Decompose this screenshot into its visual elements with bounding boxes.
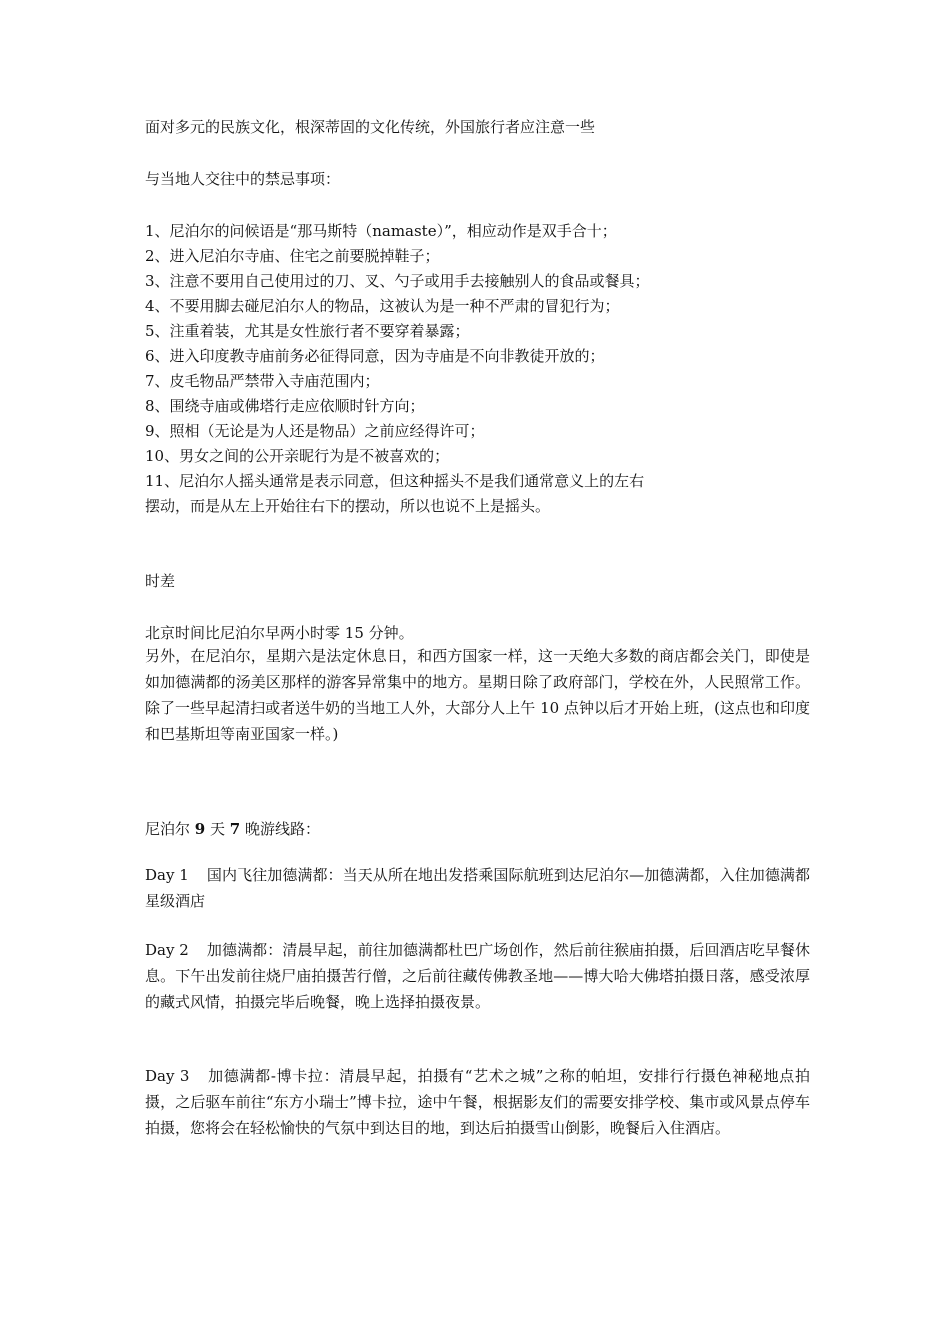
itinerary-title-post: 晚游线路： [240,820,320,838]
taboo-item: 6、进入印度教寺庙前务必征得同意，因为寺庙是不向非教徒开放的； [145,347,605,365]
taboo-item: 4、不要用脚去碰尼泊尔人的物品，这被认为是一种不严肃的冒犯行为； [145,297,620,315]
taboo-item: 1、尼泊尔的问候语是“那马斯特（namaste）”，相应动作是双手合十； [145,222,617,240]
taboo-item: 11、尼泊尔人摇头通常是表示同意，但这种摇头不是我们通常意义上的左右 [145,472,645,490]
taboo-item: 9、照相（无论是为人还是物品）之前应经得许可； [145,422,485,440]
time-diff-heading: 时差 [145,572,176,590]
day-text: 国内飞往加德满都：当天从所在地出发搭乘国际航班到达尼泊尔—加德满都，入住加德满都星级酒店 [145,866,810,910]
day-label: Day 2 [145,941,189,959]
taboo-item: 5、注重着装，尤其是女性旅行者不要穿着暴露； [145,322,470,340]
day-text: 加德满都：清晨早起，前往加德满都杜巴广场创作，然后前往猴庙拍摄，后回酒店吃早餐休息。下午出发前往烧尸庙拍摄苦行僧，之后前往藏传佛教圣地——博大哈大佛塔拍摄日落，感受浓厚的藏式风情，拍摄完毕后晚餐，晚上选择拍摄夜景。 [145,941,810,1011]
taboo-item: 3、注意不要用自己使用过的刀、叉、勺子或用手去接触别人的食品或餐具； [145,272,650,290]
day-entry [145,862,810,914]
time-diff-paragraph: 另外，在尼泊尔，星期六是法定休息日，和西方国家一样，这一天绝大多数的商店都会关门，即使是如加德满都的汤美区那样的游客异常集中的地方。星期日除了政府部门，学校在外，人民照常工作。 除了一些早起清扫或者送牛奶的当地工人外，大部分人上午 10 点钟以后才开始上班，(这点也和印度和巴基斯坦等南亚国家一样。) [145,647,810,743]
day-label: Day 1 [145,866,189,884]
day-entry [145,937,810,1015]
itinerary-days: 9 [194,820,206,838]
time-diff-line: 北京时间比尼泊尔早两小时零 15 分钟。 [145,624,414,642]
intro-line-1: 面对多元的民族文化，根深蒂固的文化传统，外国旅行者应注意一些 [145,118,596,136]
day-entry [145,1063,810,1141]
intro-line-2: 与当地人交往中的禁忌事项： [145,170,341,188]
taboo-item: 10、男女之间的公开亲昵行为是不被喜欢的； [145,447,450,465]
taboo-item: 2、进入尼泊尔寺庙、住宅之前要脱掉鞋子； [145,247,440,265]
itinerary-nights: 7 [229,820,241,838]
taboo-item-continuation: 摆动，而是从左上开始往右下的摆动，所以也说不上是摇头。 [145,497,551,515]
itinerary-title-mid: 天 [205,820,230,838]
itinerary-title-pre: 尼泊尔 [145,820,195,838]
taboo-item: 8、围绕寺庙或佛塔行走应依顺时针方向； [145,397,425,415]
day-label: Day 3 [145,1067,190,1085]
itinerary-title [145,816,815,842]
taboo-item: 7、皮毛物品严禁带入寺庙范围内； [145,372,380,390]
day-text: 加德满都-博卡拉：清晨早起，拍摄有“艺术之城”之称的帕坦，安排行行摄色神秘地点拍摄，之后驱车前往“东方小瑞士”博卡拉，途中午餐，根据影友们的需要安排学校、集市或风景点停车拍摄，您将会在轻松愉快的气氛中到达目的地，到达后拍摄雪山倒影，晚餐后入住酒店。 [145,1067,810,1137]
